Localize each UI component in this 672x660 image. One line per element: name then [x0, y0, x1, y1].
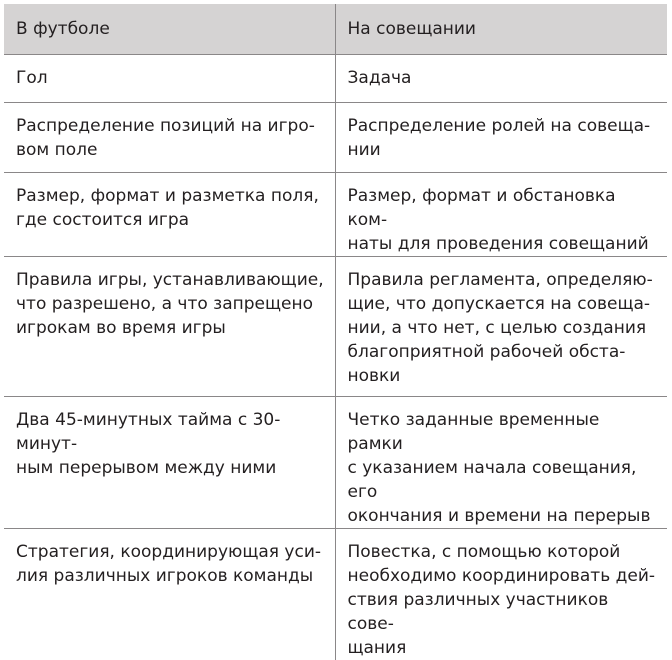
- table-row: [4, 257, 667, 397]
- cell-text: Задача: [348, 66, 658, 90]
- football-cell: [4, 529, 335, 660]
- cell-text: Повестка, с помощью которой необходимо координировать дей- ствия различных участников сове- щания: [348, 540, 658, 660]
- football-cell: [4, 257, 335, 397]
- table-row: [4, 173, 667, 257]
- football-cell: [4, 397, 335, 529]
- meeting-cell: [335, 257, 667, 397]
- football-cell: [4, 173, 335, 257]
- cell-text: Четко заданные временные рамки с указанием начала совещания, его окончания и времени на перерыв: [348, 408, 658, 528]
- football-cell: [4, 55, 335, 103]
- meeting-cell: [335, 397, 667, 529]
- football-cell: [4, 103, 335, 173]
- cell-text: Распределение ролей на совеща- нии: [348, 114, 658, 162]
- table-row: [4, 529, 667, 660]
- meeting-cell: [335, 173, 667, 257]
- cell-text: Размер, формат и разметка поля, где состоится игра: [16, 184, 325, 232]
- comparison-table: [4, 4, 667, 660]
- meeting-cell: [335, 55, 667, 103]
- table-row: [4, 397, 667, 529]
- table-row: [4, 55, 667, 103]
- column-header-football: В футболе: [4, 4, 335, 55]
- meeting-cell: [335, 529, 667, 660]
- cell-text: Распределение позиций на игро- вом поле: [16, 114, 325, 162]
- cell-text: Правила игры, устанавливающие, что разрешено, а что запрещено игрокам во время игры: [16, 268, 325, 340]
- cell-text: Правила регламента, определяю- щие, что допускается на совеща- нии, а что нет, с целью создания благоприятной рабочей обста- новки: [348, 268, 658, 388]
- table-row: [4, 103, 667, 173]
- meeting-cell: [335, 103, 667, 173]
- cell-text: Размер, формат и обстановка ком- наты для проведения совещаний: [348, 184, 658, 256]
- cell-text: Стратегия, координирующая уси- лия различных игроков команды: [16, 540, 325, 588]
- column-header-meeting: На совещании: [335, 4, 667, 55]
- table-header-row: [4, 4, 667, 55]
- cell-text: Гол: [16, 66, 325, 90]
- cell-text: Два 45-минутных тайма с 30-минут- ным перерывом между ними: [16, 408, 325, 480]
